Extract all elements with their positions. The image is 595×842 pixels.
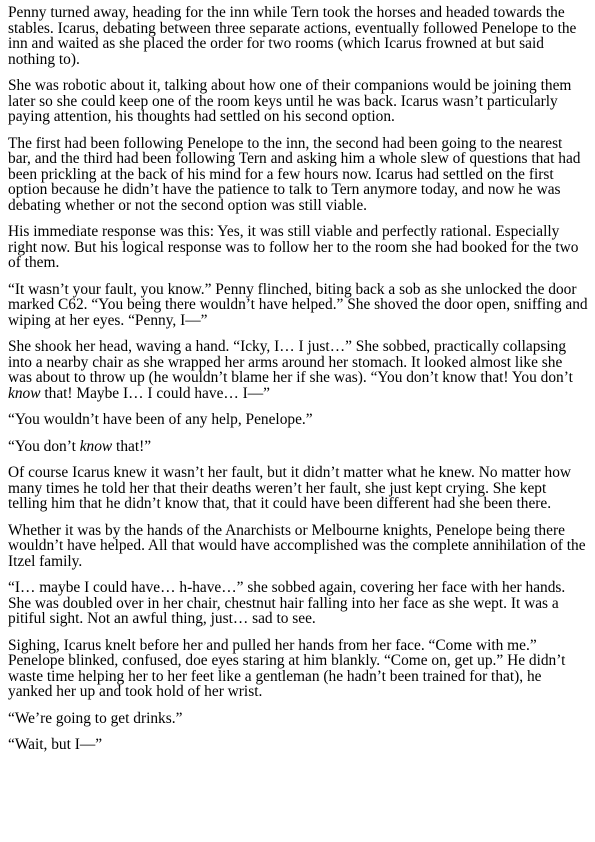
paragraph-8-post: that!” bbox=[112, 437, 152, 455]
paragraph-6-post: that! Maybe I… I could have… I—” bbox=[40, 384, 270, 402]
paragraph-11: “I… maybe I could have… h-have…” she sobbed again, covering her face with her hands. She was doubled over in her chair, chestnut hair falling into her face as she wept. It was a pitiful sight. Not an awful thing, just… sad to see. bbox=[8, 579, 566, 627]
paragraph-5: “It wasn’t your fault, you know.” Penny flinched, biting back a sob as she unlocked the door marked C62. “You being there wouldn’t have helped.” She shoved the door open, sniffing and wiping at her eyes. “Penny, I—” bbox=[8, 280, 588, 329]
paragraph-12: Sighing, Icarus knelt before her and pulled her hands from her face. “Come with me.” Penelope blinked, confused, doe eyes staring at him blankly. “Come on, get up.” He didn’t waste time helping her to her feet like a gentleman (he hadn’t been trained for that), he yanked her up and took hold of her wrist. bbox=[8, 636, 566, 700]
paragraph-1: Penny turned away, heading for the inn while Tern took the horses and headed towards the stables. Icarus, debating between three separate actions, eventually followed Penelope to the inn and waited as she placed the order for two rooms (which Icarus frowned at but said nothing to). bbox=[8, 4, 577, 68]
paragraph-6-pre: She shook her head, waving a hand. “Icky, I… I just…” She sobbed, practically collapsing into a nearby chair as she wrapped her arms around her stomach. It looked almost like she was about to throw up (he wouldn’t blame her if she was). “You don’t know that! You don’t bbox=[8, 338, 573, 386]
paragraph-7: “You wouldn’t have been of any help, Penelope.” bbox=[8, 411, 313, 428]
paragraph-6-emphasis: know bbox=[8, 384, 41, 402]
paragraph-14: “Wait, but I—” bbox=[8, 736, 103, 753]
document-page bbox=[8, 5, 588, 764]
paragraph-2: She was robotic about it, talking about how one of their companions would be joining them later so she could keep one of the room keys until he was back. Icarus wasn’t particularly paying attention, his thoughts had settled on his second option. bbox=[8, 77, 572, 125]
paragraph-9: Of course Icarus knew it wasn’t her fault, but it didn’t matter what he knew. No matter how many times he told her that their deaths weren’t her fault, she just kept crying. She kept telling him that he didn’t know that, that it could have been different had she been there. bbox=[8, 464, 572, 512]
paragraph-13: “We’re going to get drinks.” bbox=[8, 709, 183, 727]
paragraph-8 bbox=[8, 439, 588, 455]
paragraph-10: Whether it was by the hands of the Anarchists or Melbourne knights, Penelope being there wouldn’t have helped. All that would have accomplished was the complete annihilation of the Itzel family. bbox=[8, 521, 586, 570]
paragraph-6 bbox=[8, 339, 588, 401]
paragraph-8-pre: “You don’t bbox=[8, 437, 80, 455]
paragraph-8-emphasis: know bbox=[79, 437, 113, 455]
paragraph-3: The first had been following Penelope to the inn, the second had been going to the nearest bar, and the third had been following Tern and asking him a whole slew of questions that had been prickling at the back of his mind for a few hours now. Icarus had settled on the first option because he didn’t have the patience to talk to Tern anymore today, and now he was debating whether or not the second option was still viable. bbox=[8, 134, 581, 214]
paragraph-4: His immediate response was this: Yes, it was still viable and perfectly rational. Especially right now. But his logical response was to follow her to the room she had booked for the two of them. bbox=[8, 223, 579, 271]
